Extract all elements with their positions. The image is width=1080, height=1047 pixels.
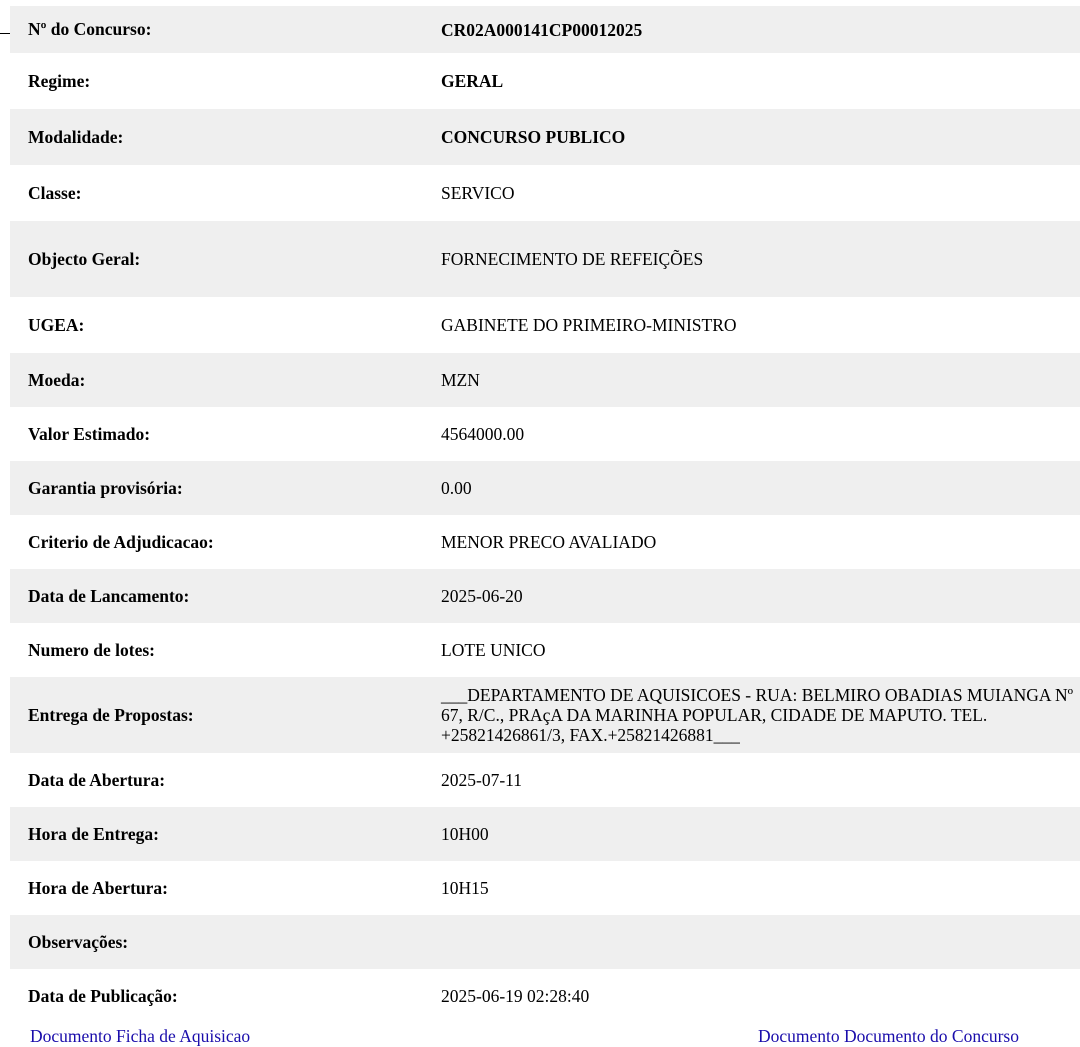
row-value: 2025-07-11: [441, 770, 523, 790]
table-row-entrega-propostas: [10, 677, 1080, 753]
row-value: FORNECIMENTO DE REFEIÇÕES: [423, 221, 1080, 297]
row-label: Numero de lotes:: [28, 639, 156, 660]
row-value: [423, 915, 1080, 969]
row-label: Valor Estimado:: [28, 423, 151, 444]
row-label: Hora de Abertura:: [28, 877, 168, 898]
row-label: Data de Publicação:: [28, 985, 178, 1006]
row-value: GABINETE DO PRIMEIRO-MINISTRO: [441, 315, 737, 335]
tender-details-panel: [10, 6, 1080, 1023]
row-value: MENOR PRECO AVALIADO: [441, 532, 657, 552]
row-value: CR02A000141CP00012025: [423, 6, 1080, 53]
document-links: [30, 1026, 1080, 1046]
row-value: MZN: [423, 353, 1080, 407]
row-value: 10H15: [441, 878, 489, 898]
row-value: 2025-06-20: [423, 569, 1080, 623]
table-row-hora-entrega: [10, 807, 1080, 861]
row-value: SERVICO: [441, 183, 515, 203]
row-value: CONCURSO PUBLICO: [423, 109, 1080, 165]
tender-details-table: [10, 6, 1080, 1023]
row-label: Criterio de Adjudicacao:: [28, 531, 214, 552]
table-row-garantia: [10, 461, 1080, 515]
row-label: Hora de Entrega:: [10, 807, 423, 861]
row-value: 10H00: [423, 807, 1080, 861]
documento-concurso-link[interactable]: Documento Documento do Concurso: [758, 1026, 1019, 1046]
row-label: Nº do Concurso:: [10, 6, 423, 53]
table-row-moeda: [10, 353, 1080, 407]
row-label: UGEA:: [28, 314, 85, 335]
table-row-concurso-number: [10, 6, 1080, 53]
table-row-modalidade: [10, 109, 1080, 165]
row-label: Data de Lancamento:: [10, 569, 423, 623]
row-label: Moeda:: [10, 353, 423, 407]
row-label: Regime:: [28, 70, 91, 91]
row-label: Entrega de Propostas:: [10, 677, 423, 753]
row-label: Garantia provisória:: [10, 461, 423, 515]
table-row-classe: [10, 165, 1080, 221]
table-row-objecto-geral: [10, 221, 1080, 297]
table-row-valor-estimado: [10, 407, 1080, 461]
table-row-ugea: [10, 297, 1080, 353]
table-row-numero-lotes: [10, 623, 1080, 677]
table-row-data-lancamento: [10, 569, 1080, 623]
table-row-criterio: [10, 515, 1080, 569]
row-value: 4564000.00: [441, 424, 525, 444]
ficha-aquisicao-link[interactable]: Documento Ficha de Aquisicao: [30, 1026, 251, 1046]
row-value: LOTE UNICO: [441, 640, 546, 660]
table-row-hora-abertura: [10, 861, 1080, 915]
row-value: 2025-06-19 02:28:40: [441, 986, 590, 1006]
row-label: Objecto Geral:: [10, 221, 423, 297]
row-label: Modalidade:: [10, 109, 423, 165]
row-label: Classe:: [28, 182, 82, 203]
table-row-data-publicacao: [10, 969, 1080, 1023]
row-label: Observações:: [10, 915, 423, 969]
row-value: 0.00: [423, 461, 1080, 515]
table-row-data-abertura: [10, 753, 1080, 807]
row-label: Data de Abertura:: [28, 769, 166, 790]
table-row-regime: [10, 53, 1080, 109]
row-value: GERAL: [441, 71, 504, 91]
row-value: ___DEPARTAMENTO DE AQUISICOES - RUA: BELMIRO OBADIAS MUIANGA Nº 67, R/C., PRAçA DA MARINHA POPULAR, CIDADE DE MAPUTO. TEL. +25821426861/3, FAX.+25821426881___: [423, 677, 1080, 753]
table-row-observacoes: [10, 915, 1080, 969]
